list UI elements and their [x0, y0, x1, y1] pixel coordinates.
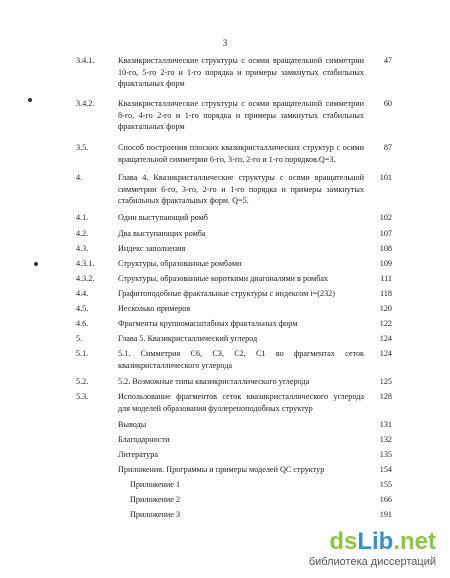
entry-title: Литература	[118, 450, 158, 459]
entry-number: 3.4.2.	[76, 99, 95, 108]
entry-number: 4.6.	[76, 319, 89, 328]
entry-page: 135	[379, 450, 392, 459]
entry-number: 4.1.	[76, 213, 89, 222]
entry-page: 87	[383, 143, 392, 152]
entry-page: 108	[379, 244, 392, 253]
entry-title: Структуры, образованные ромбами	[118, 259, 242, 268]
entry-title: Приложения. Программы и примеры моделей QC структур	[118, 465, 325, 474]
entry-number: 3.4.1.	[76, 56, 95, 65]
entry-title: Способ построения плоских квазикристаллических структур с осями вращательной симметрии 6-го, 3-го, 2-го и 1-го порядков.Q=3.	[118, 143, 364, 164]
entry-page: 131	[379, 420, 392, 429]
entry-page: 120	[379, 304, 392, 313]
entry-number: 4.2.	[76, 229, 89, 238]
entry-page: 166	[379, 495, 392, 504]
entry-page: 191	[379, 510, 392, 519]
entry-page: 122	[379, 319, 392, 328]
entry-title: Глава 5. Квазикристаллический углерод	[118, 334, 258, 343]
entry-title: Глава 4. Квазикристаллические структуры с осями вращательной симметрии 6-го, 3-го, 2-го и 1-го порядка и примеры замкнутых стабильных фрактальных форм. Q=5.	[118, 173, 364, 206]
scan-speck	[34, 262, 38, 266]
entry-page: 111	[380, 274, 392, 283]
entry-number: 4.3.2.	[76, 274, 95, 283]
entry-number: 4.3.1.	[76, 259, 95, 268]
entry-title: Приложение 1	[130, 480, 181, 489]
entry-number: 5.1.	[76, 349, 89, 358]
entry-number: 3.5.	[76, 143, 89, 152]
page-number: 3	[222, 38, 228, 48]
entry-title: Использование фрагментов сеток квазикристаллического углерода для моделей образования фуллереноподобных структур	[118, 392, 364, 413]
entry-number: 4.3.	[76, 244, 89, 253]
entry-page: 118	[380, 289, 392, 298]
entry-number: 5.2.	[76, 377, 89, 386]
entry-title: Один выступающий ромб	[118, 213, 208, 222]
entry-title: Квазикристаллические структуры с осями вращательной симметрии 10-го, 5-го 2-го и 1-го порядка и примеры замкнутых стабильных фрактальных форм	[118, 56, 364, 89]
entry-number: 5.	[76, 334, 83, 343]
entry-title: Приложение 3	[130, 510, 181, 519]
entry-page: 125	[379, 377, 392, 386]
entry-page: 102	[379, 213, 392, 222]
watermark-subtitle: библиотека диссертаций	[308, 556, 436, 568]
entry-title: 5.2. Возможные типы квазикристаллического углерода	[118, 377, 310, 386]
entry-number: 4.	[76, 173, 83, 182]
entry-page: 155	[379, 480, 392, 489]
entry-number: 5.3.	[76, 392, 89, 401]
entry-title: Квазикристаллические структуры с осями вращательной симметрии 8-го, 4-го 2-го и 1-го порядка и примеры замкнутых стабильных фрактальных форм	[118, 99, 364, 132]
watermark-logo: dsLib.net	[329, 528, 436, 555]
entry-title: 5.1. Симметрия С6, С3, С2, С1 во фрагментах сеток квазикристаллического углерода	[118, 349, 364, 370]
entry-title: Индекс заполнения	[118, 244, 186, 253]
entry-title: Графитоподобные фрактальные структуры с индексом i=(232)	[118, 289, 336, 298]
watermark	[309, 530, 436, 568]
entry-page: 132	[379, 435, 392, 444]
entry-page: 101	[379, 173, 392, 182]
entry-page: 60	[383, 99, 392, 108]
scan-speck	[28, 98, 32, 102]
entry-title: Структуры, образованные короткими диагоналями в ромбах	[118, 274, 329, 283]
entry-page: 124	[379, 349, 392, 358]
entry-page: 107	[379, 229, 392, 238]
entry-number: 4.4.	[76, 289, 89, 298]
entry-page: 47	[383, 56, 392, 65]
entry-title: Выводы	[118, 420, 147, 429]
entry-title: Фрагменты крупномасштабных фрактальных форм	[118, 319, 298, 328]
entry-title: Два выступающих ромба	[118, 229, 206, 238]
entry-page: 124	[379, 334, 392, 343]
entry-title: Благодарности	[118, 435, 170, 444]
entry-page: 128	[379, 392, 392, 401]
entry-number: 4.5.	[76, 304, 89, 313]
entry-page: 109	[379, 259, 392, 268]
entry-page: 154	[379, 465, 392, 474]
entry-title: Приложение 2	[130, 495, 181, 504]
entry-title: Несколько примеров	[118, 304, 191, 313]
